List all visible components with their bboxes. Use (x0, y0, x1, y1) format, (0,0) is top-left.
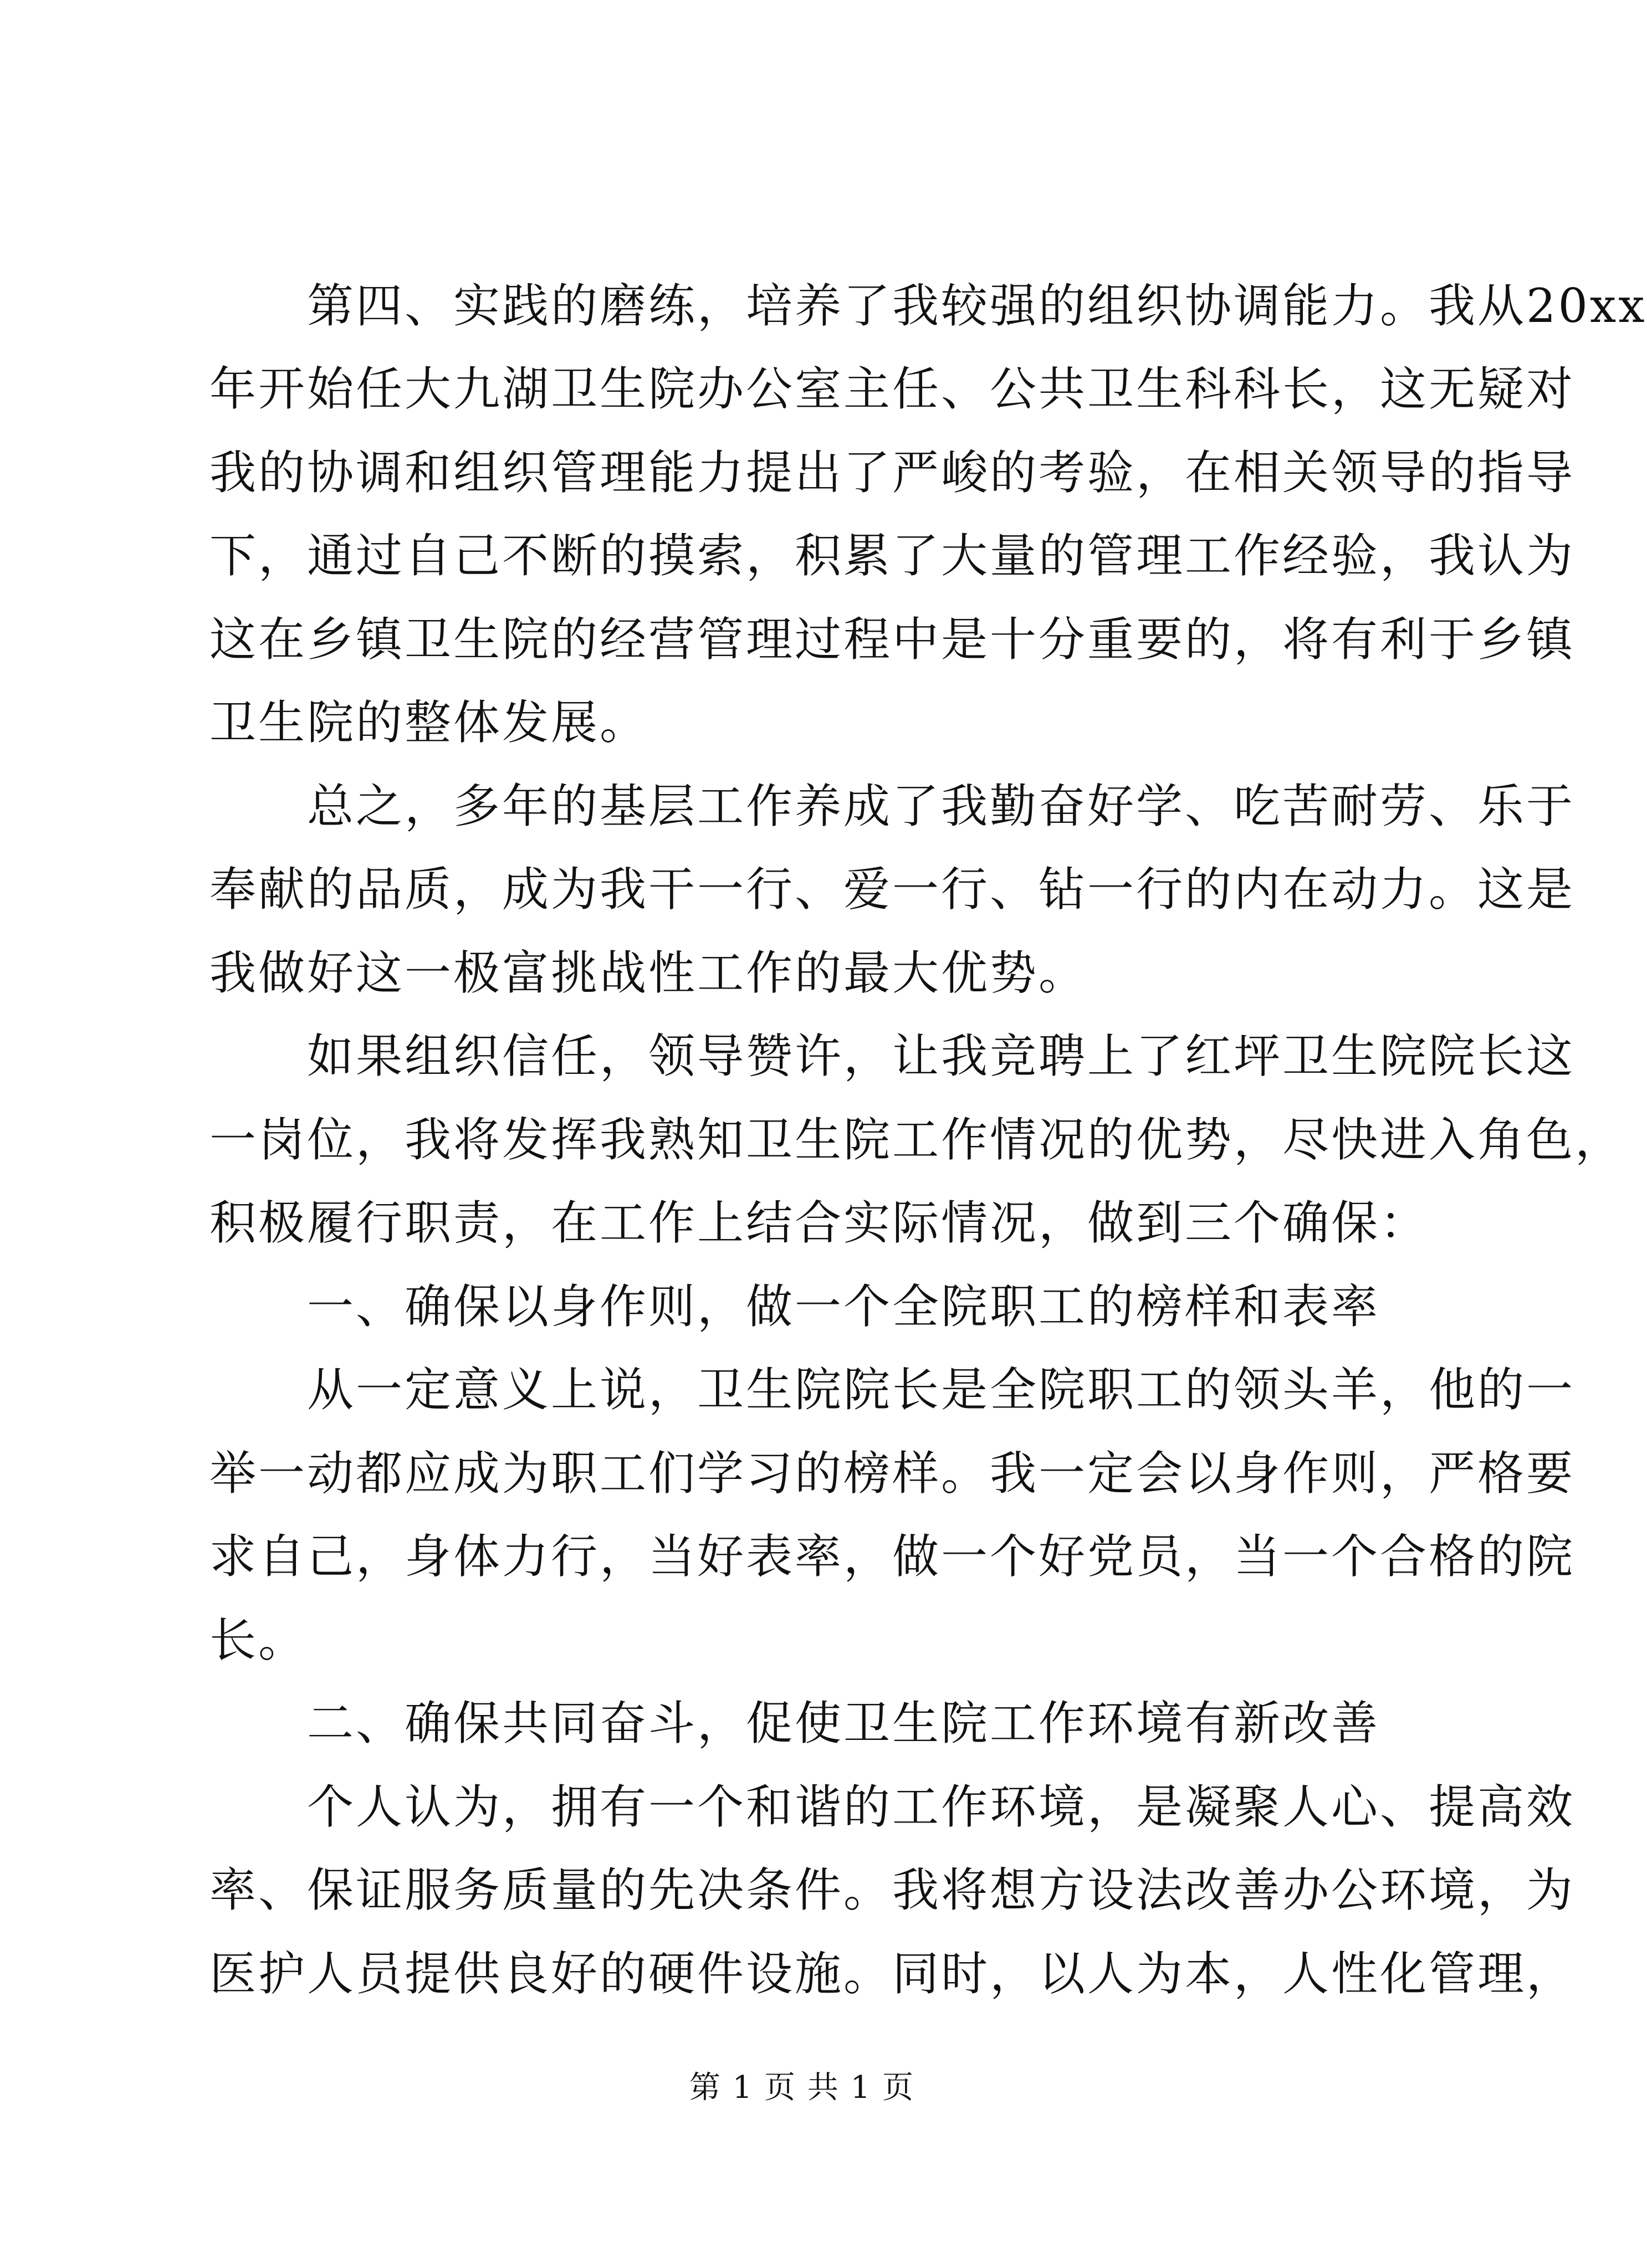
text-line-7: 总之，多年的基层工作养成了我勤奋好学、吃苦耐劳、乐于 (209, 779, 1576, 833)
text-line-15: 举一动都应成为职工们学习的榜样。我一定会以身作则，严格要 (209, 1446, 1576, 1501)
text-line-19: 个人认为，拥有一个和谐的工作环境，是凝聚人心、提高效 (209, 1780, 1576, 1834)
text-line-9: 我做好这一极富挑战性工作的最大优势。 (209, 946, 1088, 1000)
text-line-8: 奉献的品质，成为我干一行、爱一行、钻一行的内在动力。这是 (209, 862, 1576, 917)
text-line-21: 医护人员提供良好的硬件设施。同时，以人为本，人性化管理， (209, 1947, 1576, 2001)
text-line-1: 第四、实践的磨练，培养了我较强的组织协调能力。我从20xx (209, 279, 1647, 333)
text-line-12: 积极履行职责，在工作上结合实际情况，做到三个确保： (209, 1196, 1429, 1250)
text-line-11: 一岗位，我将发挥我熟知卫生院工作情况的优势，尽快进入角色， (209, 1113, 1624, 1167)
text-line-16: 求自己，身体力行，当好表率，做一个好党员，当一个合格的院 (209, 1529, 1576, 1584)
page-footer: 第 1 页 共 1 页 (689, 2070, 915, 2106)
text-line-4: 下，通过自己不断的摸索，积累了大量的管理工作经验，我认为 (209, 529, 1576, 583)
section-heading-2: 二、确保共同奋斗，促使卫生院工作环境有新改善 (209, 1696, 1380, 1750)
section-heading-1: 一、确保以身作则，做一个全院职工的榜样和表率 (209, 1279, 1380, 1334)
text-line-2: 年开始任大九湖卫生院办公室主任、公共卫生科科长，这无疑对 (209, 362, 1576, 416)
text-line-3: 我的协调和组织管理能力提出了严峻的考验，在相关领导的指导 (209, 446, 1576, 500)
text-line-20: 率、保证服务质量的先决条件。我将想方设法改善办公环境，为 (209, 1863, 1576, 1917)
text-line-10: 如果组织信任，领导赞许，让我竞聘上了红坪卫生院院长这 (209, 1029, 1576, 1083)
text-line-6: 卫生院的整体发展。 (209, 695, 649, 750)
text-line-17: 长。 (209, 1613, 308, 1667)
text-line-14: 从一定意义上说，卫生院院长是全院职工的领头羊，他的一 (209, 1363, 1576, 1417)
text-line-5: 这在乡镇卫生院的经营管理过程中是十分重要的，将有利于乡镇 (209, 612, 1576, 667)
